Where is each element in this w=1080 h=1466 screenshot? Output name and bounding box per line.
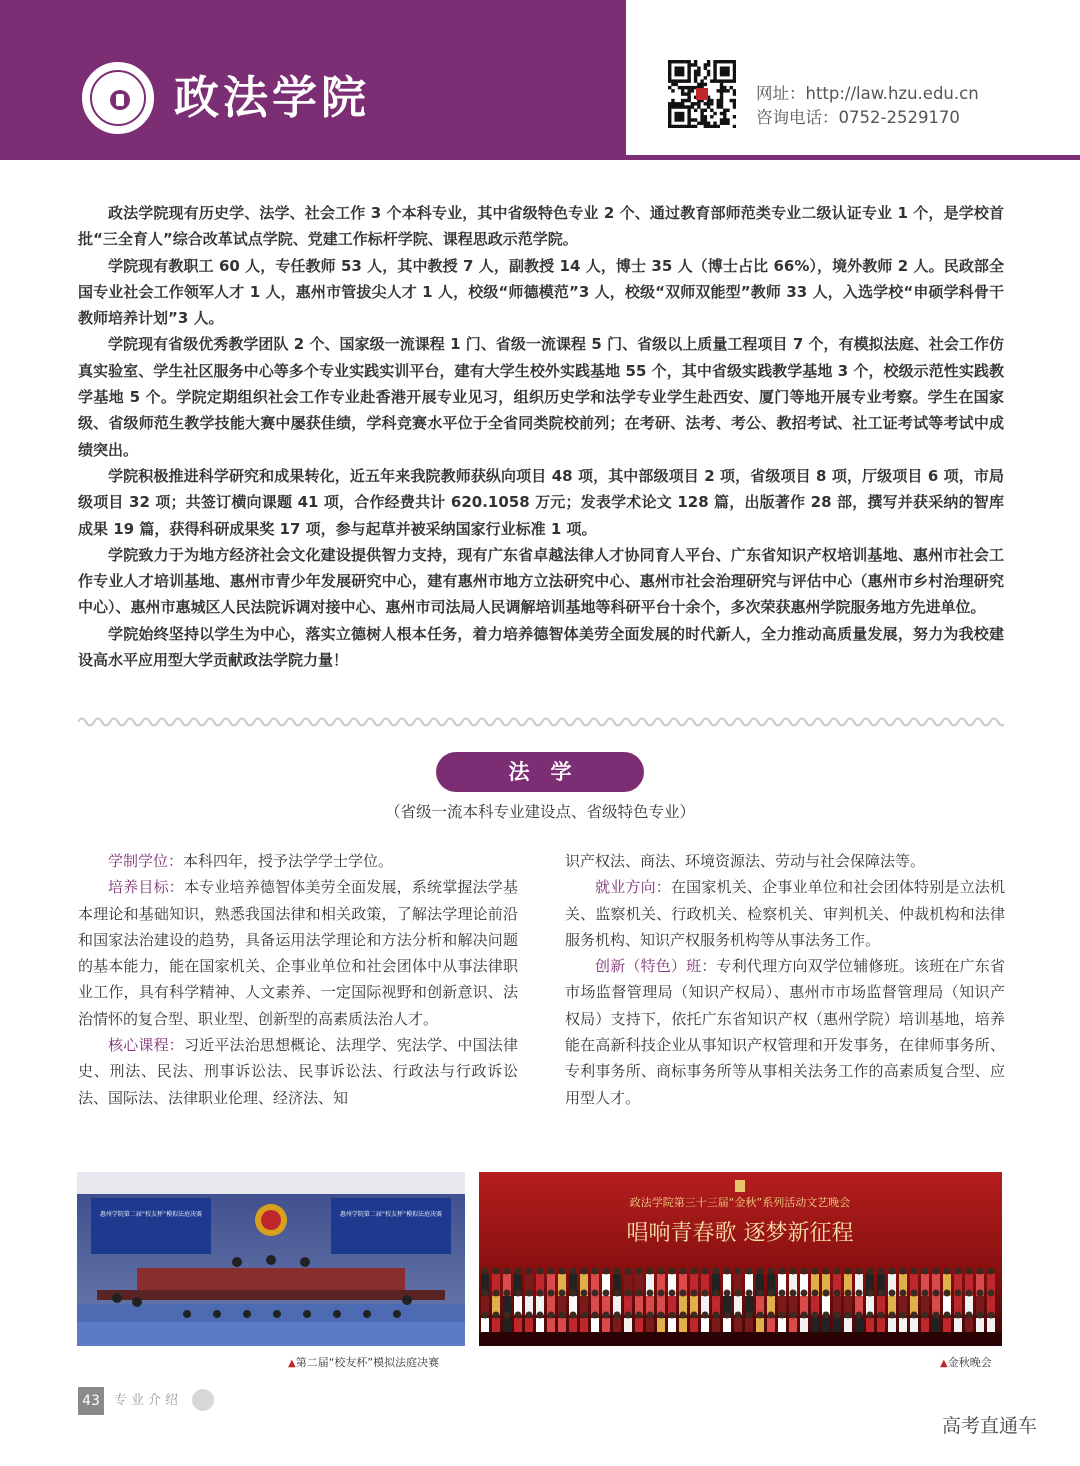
watermark: 高考直通车 xyxy=(942,1415,1038,1437)
career-text: 在国家机关、企事业单位和社会团体特别是立法机关、监察机关、行政机关、检察机关、审判机关、仲裁机构和法律服务机构、知识产权服务机构等从事法务工作。 xyxy=(565,878,1005,949)
left-banner-text: 惠州学院第二届“校友杯”模拟法庭决赛 xyxy=(99,1211,203,1218)
page-number: 43 xyxy=(78,1387,104,1415)
phone-line: 咨询电话：0752-2529170 xyxy=(756,108,960,127)
gala-caption-text: 金秋晚会 xyxy=(947,1356,992,1369)
intro-paragraph: 学院始终坚持以学生为中心，落实立德树人根本任务，着力培养德智体美劳全面发展的时代新人，全力推动高质量发展，努力为我校建设高水平应用型大学贡献政法学院力量！ xyxy=(78,624,1004,670)
logo-ring xyxy=(90,70,146,126)
moot-court-caption xyxy=(288,1356,439,1371)
intro-paragraph: 学院现有省级优秀教学团队 2 个、国家级一流课程 1 门、省级一流课程 5 门、省级以上质量工程项目 7 个，有模拟法庭、社会工作仿真实验室、学生社区服务中心等多个专业实践实训平台，建有大学生校外实践基地 55 个，其中省级实践教学基地 3 个，校级示范性实践教学基地 5 个。学院定期组织社会工作专业赴香港开展专业见习，组织历史学和法学专业学生赴西安、厦门等地开展专业考察。学生在国家级、省级师范生教学技能大赛中屡获佳绩，学科竞赛水平位于全省同类院校前列；在考研、法考、考公、教招考试、社工证考试等考试中成绩突出。 xyxy=(78,335,1004,459)
gala-caption xyxy=(940,1356,992,1371)
courses-continued: 识产权法、商法、环境资源法、劳动与社会保障法等。 xyxy=(565,852,926,870)
right-banner-text: 惠州学院第二届“校友杯”模拟法庭决赛 xyxy=(339,1211,443,1218)
goal-label: 培养目标： xyxy=(108,878,184,897)
courses-text: 习近平法治思想概论、法理学、宪法学、中国法律史、刑法、民法、刑事诉讼法、民事诉讼法、行政法与行政诉讼法、国际法、法律职业伦理、经济法、知 xyxy=(78,1036,518,1107)
law-left-column xyxy=(78,848,518,1111)
moot-court-caption-text: 第二届“校友杯”模拟法庭决赛 xyxy=(295,1356,440,1369)
law-right-column xyxy=(565,848,1005,1111)
duration-label: 学制学位： xyxy=(108,852,184,870)
career-paragraph xyxy=(565,874,1005,953)
section-title: 法 学 xyxy=(436,752,644,792)
website-line[interactable]: 网址：http://law.hzu.edu.cn xyxy=(756,84,979,103)
section-subtitle: （省级一流本科专业建设点、省级特色专业） xyxy=(384,803,695,821)
duration-paragraph xyxy=(78,848,518,874)
courses-paragraph xyxy=(78,1032,518,1111)
college-title: 政法学院 xyxy=(174,71,371,124)
duration-text: 本科四年，授予法学学士学位。 xyxy=(183,852,394,870)
caption-triangle-icon: ▲ xyxy=(940,1358,948,1369)
innovation-text: 专利代理方向双学位辅修班。该班在广东省市场监督管理局（知识产权局）、惠州市市场监督管理局（知识产权局）支持下，依托广东省知识产权（惠州学院）培训基地，培养能在高新科技企业从事知识产权管理和开发事务，在律师事务所、专利事务所、商标事务所等从事相关法务工作的高素质复合型、应用型人才。 xyxy=(565,957,1005,1107)
wavy-divider xyxy=(78,712,1004,732)
goal-text: 本专业培养德智体美劳全面发展，系统掌握法学基本理论和基础知识，熟悉我国法律和相关政策，了解法学理论前沿和国家法治建设的趋势，具备运用法学理论和方法分析和解决问题的基本能力，能在国家机关、企事业单位和社会团体中从事法律职业工作，具有科学精神、人文素养、一定国际视野和创新意识、法治情怀的复合型、职业型、创新型的高素质法治人才。 xyxy=(78,878,518,1028)
gala-banner-line2: 唱响青春歌 逐梦新征程 xyxy=(626,1221,854,1246)
footer-label: 专业介绍 xyxy=(114,1393,183,1408)
intro-paragraph: 学院积极推进科学研究和成果转化，近五年来我院教师获纵向项目 48 项，其中部级项目 2 项，省级项目 8 项，厅级项目 6 项，市局级项目 32 项；共签订横向课题 41 项，合作经费共计 620.1058 万元；发表学术论文 128 篇，出版著作 28 部，撰写并获采纳的智库成果 19 篇，获得科研成果奖 17 项，参与起草并被采纳国家行业标准 1 项。 xyxy=(78,466,1004,538)
contact-info xyxy=(756,82,979,130)
caption-triangle-icon: ▲ xyxy=(288,1358,296,1369)
intro-text xyxy=(78,200,1004,673)
innovation-paragraph xyxy=(565,953,1005,1111)
university-logo-icon xyxy=(80,60,156,136)
qr-code-icon[interactable] xyxy=(668,60,736,128)
innovation-label: 创新（特色）班： xyxy=(595,957,717,976)
career-label: 就业方向： xyxy=(595,878,671,897)
header-rule xyxy=(626,155,1080,160)
courses-label: 核心课程： xyxy=(108,1036,184,1055)
footer-badge-icon xyxy=(192,1389,214,1411)
gala-banner-line1: 政法学院第三十三届“金秋”系列活动文艺晚会 xyxy=(629,1196,851,1209)
moot-court-photo xyxy=(77,1172,465,1346)
intro-paragraph: 政法学院现有历史学、法学、社会工作 3 个本科专业，其中省级特色专业 2 个、通过教育部师范类专业二级认证专业 1 个，是学校首批“三全育人”综合改革试点学院、党建工作标杆学院、课程思政示范学院。 xyxy=(78,204,1004,249)
intro-paragraph: 学院致力于为地方经济社会文化建设提供智力支持，现有广东省卓越法律人才协同育人平台、广东省知识产权培训基地、惠州市社会工作专业人才培训基地、惠州市青少年发展研究中心，建有惠州市地方立法研究中心、惠州市社会治理研究与评估中心（惠州市乡村治理研究中心）、惠州市惠城区人民法院诉调对接中心、惠州市司法局人民调解培训基地等科研平台十余个，多次荣获惠州学院服务地方先进单位。 xyxy=(78,545,1004,617)
intro-paragraph: 学院现有教职工 60 人，专任教师 53 人，其中教授 7 人，副教授 14 人，博士 35 人（博士占比 66%），境外教师 2 人。民政部全国专业社会工作领军人才 1 人，惠州市管拔尖人才 1 人，校级“师德模范”3 人，校级“双师双能型”教师 33 人，入选学校“申硕学科骨干教师培养计划”3 人。 xyxy=(78,256,1004,328)
goal-paragraph xyxy=(78,874,518,1032)
logo-core xyxy=(110,90,130,110)
gala-photo xyxy=(479,1172,1002,1346)
